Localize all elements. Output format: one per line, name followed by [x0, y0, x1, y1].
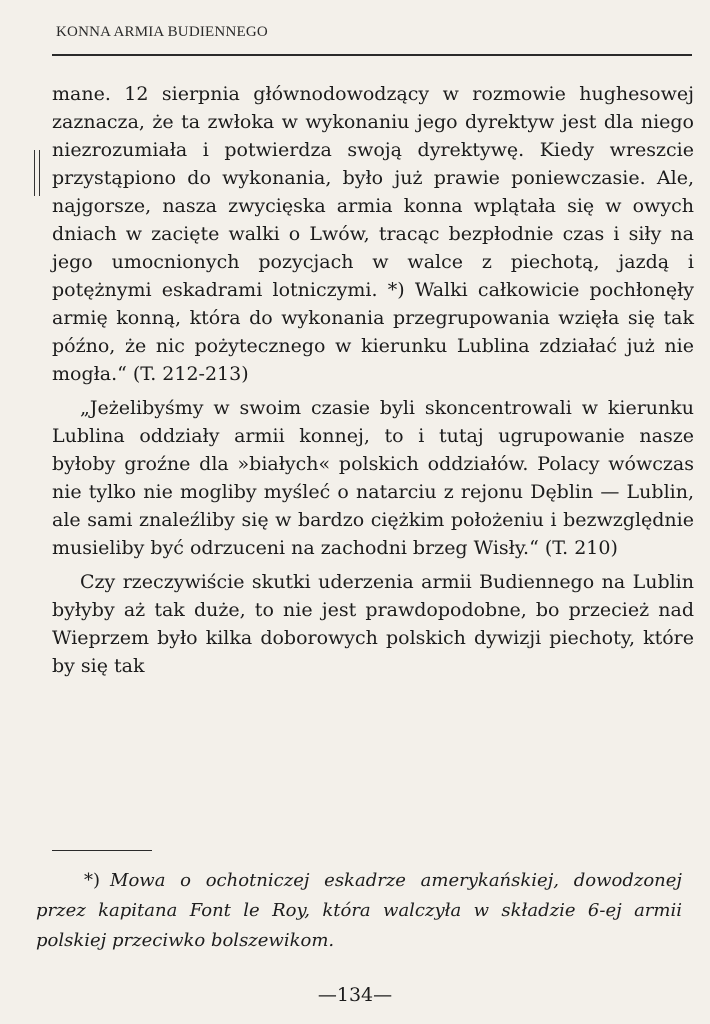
page-number: —134—	[317, 984, 393, 1006]
paragraph-2: „Jeżelibyśmy w swoim czasie byli skoncentrowali w kierunku Lublina oddziały armii konnej, to i tutaj ugrupowanie nasze byłoby groźne dla »białych« polskich oddziałów. Polacy wówczas nie tylko nie mogliby myśleć o natarciu z rejonu Dęblin — Lublin, ale sami znaleźliby się w bardzo ciężkim położeniu i bezwzględnie musieliby być odrzuceni na zachodni brzeg Wisły.“ (T. 210)	[52, 397, 694, 559]
footnote	[36, 866, 682, 956]
footnote-rule	[52, 850, 152, 851]
body-text	[52, 80, 694, 680]
margin-line-left	[34, 150, 35, 196]
paragraph-3: Czy rzeczywiście skutki uderzenia armii Budiennego na Lublin byłyby aż tak duże, to nie jest prawdopodobne, bo przecież nad Wieprzem było kilka doborowych polskich dywizji piechoty, które by się tak	[52, 571, 694, 677]
header-rule	[52, 54, 692, 56]
footnote-marker: *)	[84, 870, 101, 891]
running-head: KONNA ARMIA BUDIENNEGO	[56, 24, 268, 40]
margin-line-right	[39, 150, 40, 196]
footnote-text: Mowa o ochotniczej eskadrze amerykańskiej, dowodzonej przez kapitana Font le Roy, która walczyła w składzie 6-ej armii polskiej przeciwko bolszewikom.	[36, 870, 682, 951]
paragraph-1: mane. 12 sierpnia głównodowodzący w rozmowie hughesowej zaznacza, że ta zwłoka w wykonaniu jego dyrektyw jest dla niego niezrozumiała i potwierdza swoją dyrektywę. Kiedy wreszcie przystąpiono do wykonania, było już prawie poniewczasie. Ale, najgorsze, nasza zwycięska armia konna wplątała się w owych dniach w zacięte walki o Lwów, tracąc bezpłodnie czas i siły na jego umocnionych pozycjach w walce z piechotą, jazdą i potężnymi eskadrami lotniczymi. *) Walki całkowicie pochłonęły armię konną, która do wykonania przegrupowania wzięła się tak późno, że nic pożytecznego w kierunku Lublina zdziałać już nie mogła.“ (T. 212-213)	[52, 83, 694, 385]
margin-annotation-lines	[34, 150, 44, 196]
